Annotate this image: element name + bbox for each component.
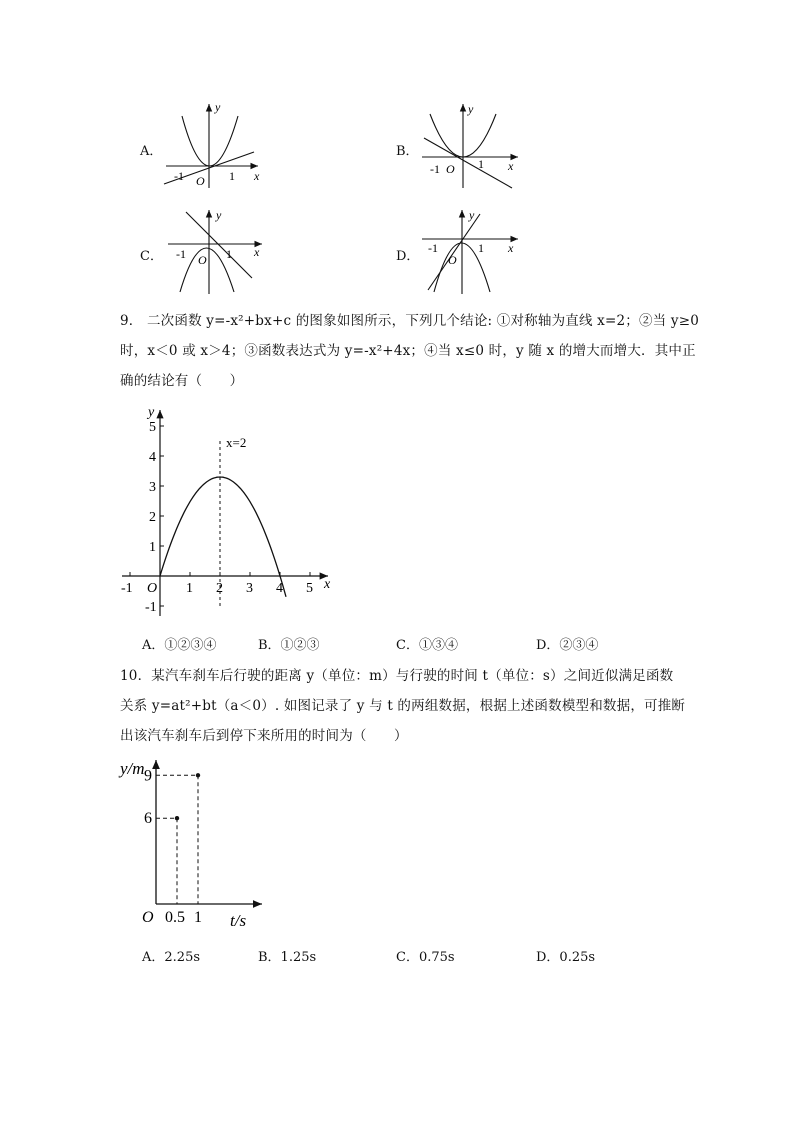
y-label: y: [215, 100, 221, 114]
q9-option-a[interactable]: A．①②③④: [142, 638, 217, 653]
parabola: [182, 116, 238, 166]
q8-option-b-letter: B．: [396, 144, 419, 159]
y-tick-label: 9: [144, 767, 152, 785]
data-point: [196, 773, 200, 777]
y-tick-label: 3: [149, 480, 156, 495]
x-tick-label: -1: [121, 581, 133, 596]
q8-graph-d: [416, 206, 526, 296]
y-tick-label: 5: [149, 420, 156, 435]
x-axis-label: x: [324, 577, 331, 592]
q8-graph-b: [416, 100, 526, 190]
origin-label: O: [142, 909, 154, 926]
q10-line-1: 10．某汽车刹车后行驶的距离 y（单位：m）与行驶的时间 t（单位：s）之间近似满足函数: [120, 668, 674, 684]
x-tick-label: 1: [186, 581, 193, 596]
svg-text:y: y: [468, 102, 474, 116]
q10-distance-time-chart: [112, 756, 272, 932]
q9-option-d[interactable]: D．②③④: [536, 638, 599, 653]
y-tick-label: -1: [145, 600, 157, 615]
y-tick-label: 4: [149, 450, 156, 465]
q9-parabola-chart: [112, 400, 342, 620]
svg-text:-1: -1: [428, 241, 438, 255]
svg-text:O: O: [446, 162, 455, 176]
svg-text:1: 1: [226, 247, 232, 261]
svg-text:1: 1: [478, 157, 484, 171]
q10-option-b[interactable]: B．1.25s: [258, 950, 317, 965]
q9-option-c[interactable]: C．①③④: [396, 638, 458, 653]
q10-option-d[interactable]: D．0.25s: [536, 950, 596, 965]
x-tick-label: 4: [276, 581, 283, 596]
q9-line-2: 时，x＜0 或 x＞4；③函数表达式为 y=-x²+4x；④当 x≤0 时，y 随 x 的增大而增大．其中正: [120, 343, 696, 359]
x-tick-label: 0.5: [165, 909, 185, 926]
svg-text:y: y: [469, 208, 475, 222]
tick-minus-1: -1: [174, 169, 184, 183]
svg-text:x: x: [508, 241, 514, 255]
svg-text:y: y: [216, 208, 222, 222]
svg-text:O: O: [198, 253, 207, 267]
q10-line-2: 关系 y=at²+bt（a＜0）. 如图记录了 y 与 t 的两组数据，根据上述函数模型和数据，可推断: [120, 698, 686, 714]
svg-text:O: O: [448, 253, 457, 267]
x-tick-label: 5: [306, 581, 313, 596]
y-tick-label: 1: [149, 540, 156, 555]
svg-text:x: x: [508, 159, 514, 173]
svg-text:1: 1: [478, 241, 484, 255]
data-point: [175, 816, 179, 820]
q9-line-1: 9． 二次函数 y=-x²+bx+c 的图象如图所示，下列几个结论: ①对称轴为直线 x=2；②当 y≥0: [120, 313, 699, 329]
x-axis-label: t/s: [230, 911, 247, 930]
q8-option-d-letter: D．: [396, 249, 420, 264]
q9-option-b[interactable]: B．①②③: [258, 638, 320, 653]
q8-graph-c: [162, 206, 272, 296]
q10-option-a[interactable]: A．2.25s: [142, 950, 201, 965]
svg-text:-1: -1: [430, 162, 440, 176]
x-label: x: [254, 169, 260, 183]
y-tick-label: 2: [149, 510, 156, 525]
svg-text:-1: -1: [176, 247, 186, 261]
x-tick-label: 3: [246, 581, 253, 596]
y-tick-label: 6: [144, 810, 152, 828]
q10-line-3: 出该汽车刹车后到停下来所用的时间为（ ）: [120, 728, 408, 744]
q8-option-a-letter: A．: [140, 144, 163, 159]
q9-line-3: 确的结论有（ ）: [120, 373, 244, 389]
q10-option-c[interactable]: C．0.75s: [396, 950, 455, 965]
x-tick-label: 1: [194, 909, 202, 926]
q8-option-c-letter: C．: [140, 249, 163, 264]
y-axis-label: y: [148, 405, 155, 420]
q8-graph-a: [160, 100, 270, 190]
y-axis-label: y/m: [120, 759, 145, 778]
svg-text:x: x: [254, 245, 260, 259]
origin-label: O: [147, 581, 158, 596]
x-tick-label: 2: [216, 581, 223, 596]
tick-1: 1: [229, 169, 235, 183]
parabola-curve: [160, 477, 286, 597]
origin-label: O: [196, 174, 205, 188]
symmetry-annotation: x=2: [226, 435, 247, 450]
